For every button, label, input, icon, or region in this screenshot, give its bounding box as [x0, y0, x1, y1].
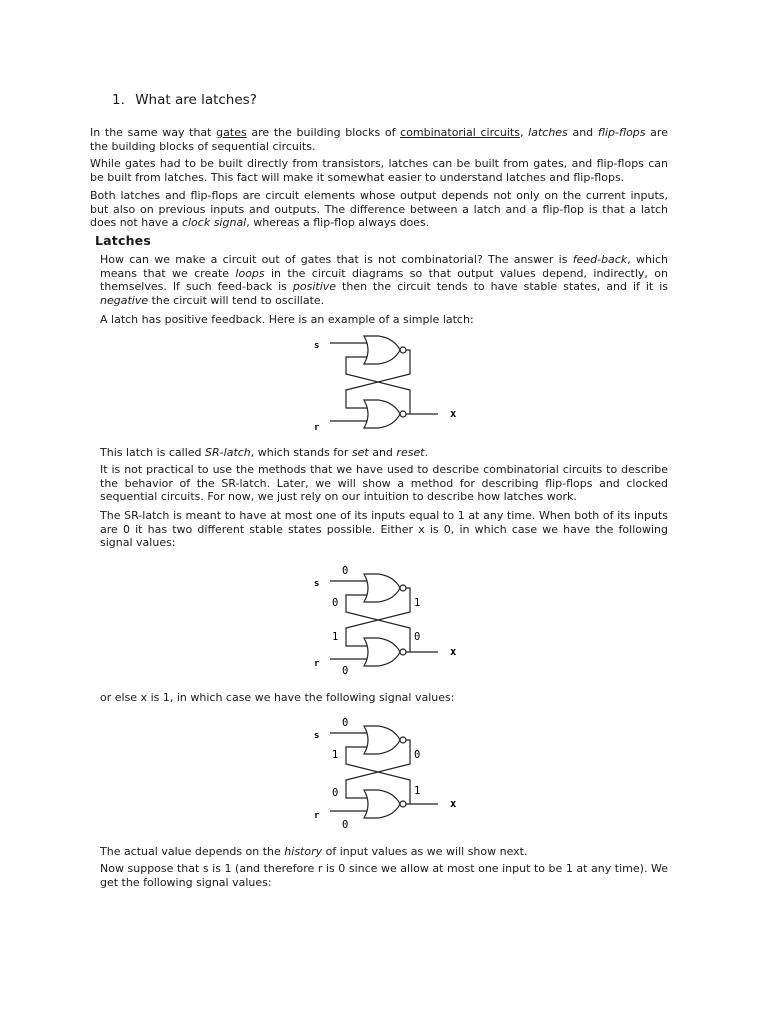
latches-paragraph-5: The SR-latch is meant to have at most one of its inputs equal to 1 at any time. When both of its inputs are 0 it has two different stable states possible. Either x is 0, in which case we have the following signal values: — [100, 509, 668, 550]
output-x-label: x — [450, 646, 457, 658]
signal-nor2-input-value: 1 — [332, 631, 339, 643]
input-s-label: s — [314, 341, 320, 351]
latches-heading: Latches — [95, 233, 152, 248]
signal-s-value: 0 — [342, 717, 349, 729]
section-heading — [112, 92, 257, 108]
input-s-label: s — [314, 731, 320, 741]
input-r-label: r — [314, 811, 320, 821]
latches-paragraph-6: or else x is 1, in which case we have the following signal values: — [100, 691, 455, 704]
output-x-label: x — [450, 408, 457, 420]
combinatorial-circuits-link[interactable]: combinatorial circuits — [400, 126, 520, 139]
signal-nor2-input-value: 0 — [332, 787, 339, 799]
signal-s-value: 0 — [342, 565, 349, 577]
signal-r-value: 0 — [342, 665, 349, 677]
sr-latch-diagram-3 — [300, 714, 480, 832]
intro-paragraph-3: Both latches and flip-flops are circuit elements whose output depends not only on the current inputs, but also on previous inputs and outputs. The difference between a latch and a flip-flop is that a latch does not have a clock signal, whereas a flip-flop always does. — [90, 189, 668, 230]
latches-paragraph-2: A latch has positive feedback. Here is an example of a simple latch: — [100, 313, 474, 326]
intro-paragraph-1: In the same way that gates are the building blocks of combinatorial circuits, latches and flip-flops are the building blocks of sequential circuits. — [90, 126, 668, 153]
input-r-label: r — [314, 423, 320, 433]
output-x-label: x — [450, 798, 457, 810]
gates-link[interactable]: gates — [216, 126, 247, 139]
input-r-label: r — [314, 659, 320, 669]
signal-nor2-output-value: 1 — [414, 785, 421, 797]
section-number: 1. — [112, 92, 125, 108]
latches-paragraph-4: It is not practical to use the methods that we have used to describe combinatorial circuits to describe the behavior of the SR-latch. Later, we will show a method for describing flip-flops and clocked sequential circuits. For now, we just rely on our intuition to describe how latches work. — [100, 463, 668, 504]
signal-nor1-input-value: 0 — [332, 597, 339, 609]
section-title: What are latches? — [135, 92, 257, 108]
signal-nor1-input-value: 1 — [332, 749, 339, 761]
signal-nor1-output-value: 0 — [414, 749, 421, 761]
latches-paragraph-8: Now suppose that s is 1 (and therefore r is 0 since we allow at most one input to be 1 at any time). We get the following signal values: — [100, 862, 668, 889]
latches-paragraph-7: The actual value depends on the history of input values as we will show next. — [100, 845, 528, 858]
signal-nor1-output-value: 1 — [414, 597, 421, 609]
sr-latch-diagram-1 — [300, 330, 480, 434]
intro-paragraph-2: While gates had to be built directly from transistors, latches can be built from gates, and flip-flops can be built from latches. This fact will make it somewhat easier to understand latches and flip-flops. — [90, 157, 668, 184]
signal-nor2-output-value: 0 — [414, 631, 421, 643]
signal-r-value: 0 — [342, 819, 349, 831]
sr-latch-diagram-2 — [300, 562, 480, 678]
latches-paragraph-3: This latch is called SR-latch, which stands for set and reset. — [100, 446, 429, 459]
input-s-label: s — [314, 579, 320, 589]
latches-paragraph-1: How can we make a circuit out of gates that is not combinatorial? The answer is feed-back, which means that we create loops in the circuit diagrams so that output values depend, indirectly, on themselves. If such feed-back is positive then the circuit tends to have stable states, and if it is negative the circuit will tend to oscillate. — [100, 253, 668, 307]
